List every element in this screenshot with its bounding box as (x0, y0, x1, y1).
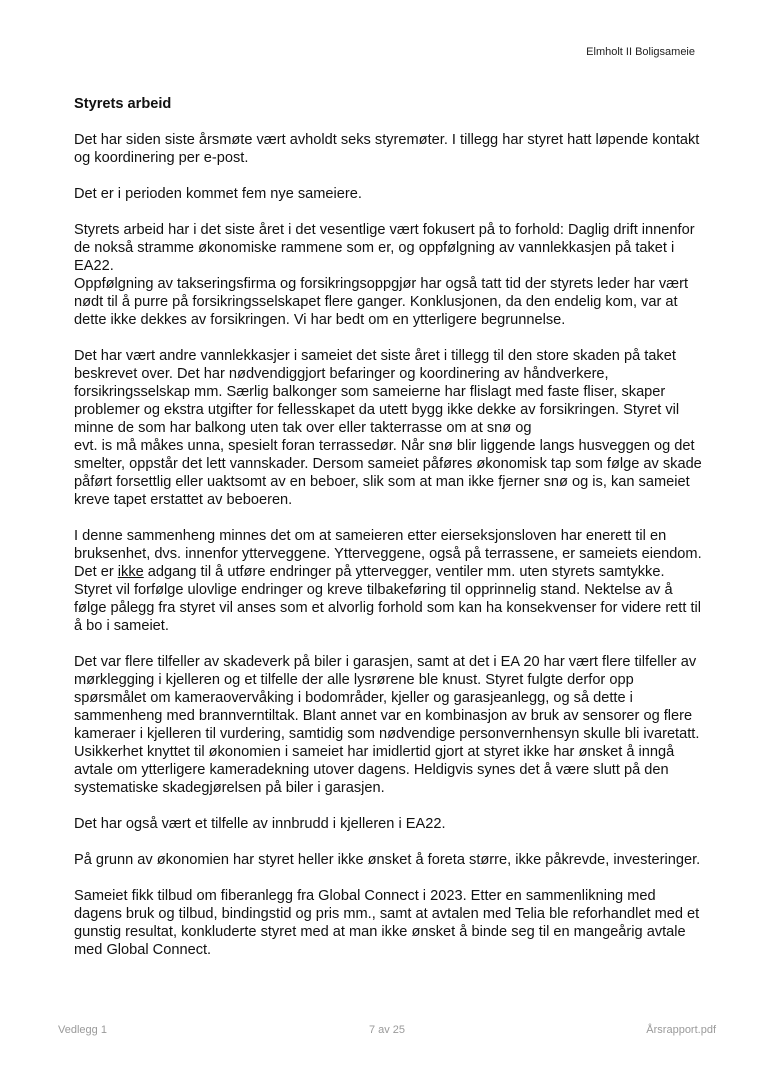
paragraph-burglary: Det har også vært et tilfelle av innbrudd i kjelleren i EA22. (74, 816, 446, 832)
page-number: 7 av 25 (368, 1024, 406, 1036)
paragraph-vandalism: Det var flere tilfeller av skadeverk på biler i garasjen, samt at det i EA 20 har vært flere tilfeller av mørklegging i kjelleren og et tilfelle der alle lysrørene ble knust. Styret fulgte derfor opp spørsmålet om kameraovervåking i bodområder, kjeller og garasjeanlegg, og så dette i sammenheng med brannverntiltak. Blant annet var en kombinasjon av bruk av sensorer og flere kameraer i kjelleren til vurdering, samtidig som nødvendige personvernhensyn skulle bli ivaretatt. Usikkerhet knyttet til økonomien i sameiet har imidlertid gjort at styret ikke har ønsket å inngå avtale om ytterligere kameradekning utover dagens. Heldigvis synes det å være slutt på den systematiske skadegjørelsen på biler i garasjen. (74, 654, 700, 796)
paragraph-investments: På grunn av økonomien har styret heller ikke ønsket å foreta større, ikke påkrevde, investeringer. (74, 852, 701, 868)
exterior-walls-text-end: adgang til å utføre endringer på yttervegger, ventiler mm. uten styrets samtykke. Styret vil forfølge ulovlige endringer og kreve tilbakeføring til opprinnelig stand. Nektelse av å følge pålegg fra styret vil anses som et alvorlig forhold som kan ha konsekvenser for videre rett til å bo i sameiet. (74, 564, 702, 634)
paragraph-exterior-walls (74, 527, 704, 635)
paragraph-meetings: Det har siden siste årsmøte vært avholdt seks styremøter. I tillegg har styret hatt løpende kontakt og koordinering per e-post. (74, 132, 700, 166)
exterior-walls-text-start: I denne sammenheng minnes det om at sameieren etter eierseksjonsloven har enerett til en bruksenhet, dvs. innenfor ytterveggene. Ytterveggene, også på terrassene, er sameiets eiendom. Det er (74, 528, 702, 580)
paragraph-water-leaks: Det har vært andre vannlekkasjer i sameiet det siste året i tillegg til den store skaden på taket beskrevet over. Det har nødvendiggjort befaringer og koordinering av håndverkere, forsikringsselskap mm. Særlig balkonger som sameierne har flislagt med faste fliser, skaper problemer og ekstra utgifter for fellesskapet da utett bygg ikke dekke av forsikringen. Styret vil minne de som har balkong uten tak over eller takterrasse om at snø og (74, 348, 680, 436)
paragraph-insurance: Oppfølgning av takseringsfirma og forsikringsoppgjør har også tatt tid der styrets leder har vært nødt til å purre på forsikringsselskapet flere ganger. Konklusjonen, da den endelig kom, var at dette ikke dekkes av forsikringen. Vi har bedt om en ytterligere begrunnelse. (74, 276, 689, 328)
paragraph-new-owners: Det er i perioden kommet fem nye sameiere. (74, 186, 362, 202)
footer-attachment-label: Vedlegg 1 (58, 1024, 107, 1036)
paragraph-fiber: Sameiet fikk tilbud om fiberanlegg fra Global Connect i 2023. Etter en sammenlikning med dagens bruk og tilbud, bindingstid og pris mm., samt at avtalen med Telia ble reforhandlet med et gunstig resultat, konkluderte styret med at man ikke ønsket å binde seg til en mangeårig avtale med Global Connect. (74, 888, 700, 958)
footer-filename: Årsrapport.pdf (646, 1024, 716, 1036)
paragraph-snow-ice: evt. is må måkes unna, spesielt foran terrassedør. Når snø blir liggende langs husveggen og det smelter, oppstår det lett vannskader. Dersom sameiet påføres økonomisk tap som følge av skade påført forsettlig eller uaktsomt av en beboer, slik som at man ikke fjerner snø og is, kan sameiet kreve tapet erstattet av beboeren. (74, 438, 702, 508)
section-title: Styrets arbeid (74, 96, 172, 112)
document-body (74, 95, 704, 977)
paragraph-focus: Styrets arbeid har i det siste året i det vesentlige vært fokusert på to forhold: Daglig drift innenfor de nokså stramme økonomiske rammene som er, og oppfølgning av vannlekkasjen på taket i EA22. (74, 222, 695, 274)
emphasis-not: ikke (117, 564, 144, 580)
page-header: Elmholt II Boligsameie (586, 46, 695, 58)
